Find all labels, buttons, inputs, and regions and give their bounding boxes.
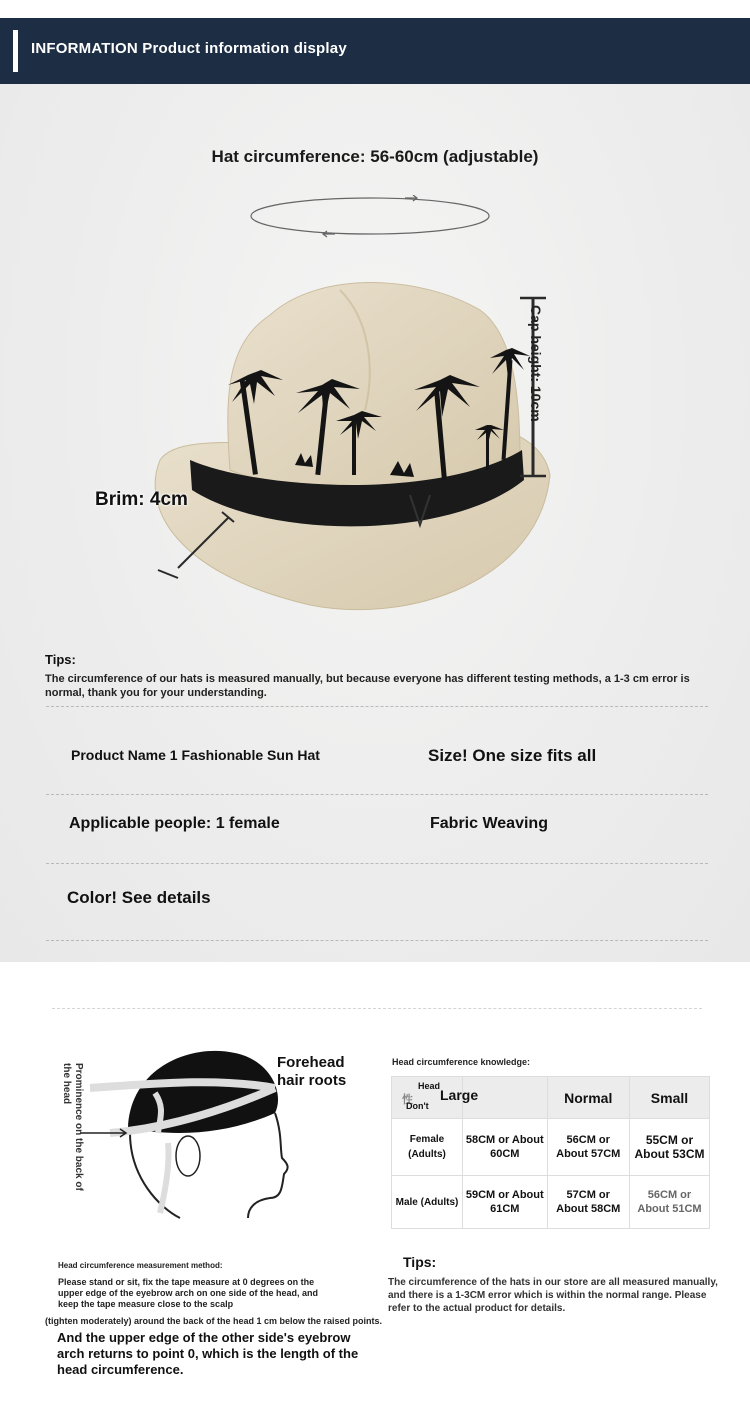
divider	[46, 706, 708, 707]
color-info: Color! See details	[67, 888, 211, 907]
tips-text: The circumference of our hats is measured manually, but because everyone has different testing methods, a 1-3 cm error is normal, thank you for your understanding.	[45, 673, 690, 699]
product-name: Product Name 1 Fashionable Sun Hat	[71, 747, 320, 763]
method-extra: (tighten moderately) around the back of the head 1 cm below the raised points.	[45, 1316, 383, 1326]
table-cell: 55CM or About 53CM	[629, 1119, 709, 1176]
method-conclusion: And the upper edge of the other side's eyebrow arch returns to point 0, which is the length of the head circumference.	[57, 1330, 359, 1377]
table-row	[392, 1119, 710, 1176]
corner-mid: 性	[402, 1094, 413, 1106]
tips2-title: Tips:	[403, 1254, 437, 1270]
size-table-corner	[392, 1077, 479, 1119]
size-table-title: Head circumference knowledge:	[392, 1057, 531, 1067]
corner-head: Head	[418, 1081, 441, 1091]
table-cell: 59CM or About 61CM	[463, 1176, 548, 1229]
divider	[46, 794, 708, 795]
info-header	[0, 18, 750, 84]
size-table	[391, 1076, 710, 1229]
tips2-text: The circumference of the hats in our store are all measured manually, and there is a 1-3CM error which is within the normal range. Please refer to the actual product for details.	[388, 1277, 718, 1314]
product-size: Size! One size fits all	[428, 746, 597, 765]
column-small: Small	[629, 1077, 709, 1119]
table-row	[392, 1176, 710, 1229]
row-label-male: Male (Adults)	[392, 1176, 463, 1229]
column-large: Large	[440, 1087, 479, 1103]
header-title: INFORMATION Product information display	[31, 40, 347, 57]
header-accent-bar	[13, 30, 18, 72]
head-measurement-icon	[70, 1038, 310, 1238]
head-back-label: Prominence on the back of the head	[61, 1063, 84, 1191]
table-cell: 57CM or About 58CM	[547, 1176, 629, 1229]
divider	[52, 1008, 702, 1009]
row-label-female: Female (Adults)	[392, 1119, 463, 1176]
method-text: Please stand or sit, fix the tape measure at 0 degrees on the upper edge of the eyebrow arch on one side of the head, and keep the tape measure close to the scalp	[58, 1277, 319, 1309]
method-title: Head circumference measurement method:	[58, 1261, 223, 1270]
cap-height-label: Cap height: 10cm	[528, 305, 544, 422]
table-cell: 56CM or About 57CM	[547, 1119, 629, 1176]
table-cell: 56CM or About 51CM	[629, 1176, 709, 1229]
divider	[46, 863, 708, 864]
circumference-ring-icon	[249, 195, 493, 239]
circumference-label: Hat circumference: 56-60cm (adjustable)	[211, 147, 539, 166]
applicable-people: Applicable people: 1 female	[69, 815, 280, 832]
divider	[46, 940, 708, 941]
brim-label: Brim: 4cm	[95, 489, 188, 510]
table-cell: 58CM or About 60CM	[463, 1119, 548, 1176]
size-table-header	[392, 1077, 710, 1119]
straw-fedora-hat-illustration	[120, 250, 560, 620]
corner-dont: Don't	[406, 1101, 429, 1111]
fabric: Fabric Weaving	[430, 815, 548, 832]
forehead-label: Forehead hair roots	[277, 1054, 347, 1089]
column-normal: Normal	[547, 1077, 629, 1119]
tips-title: Tips:	[45, 652, 76, 667]
